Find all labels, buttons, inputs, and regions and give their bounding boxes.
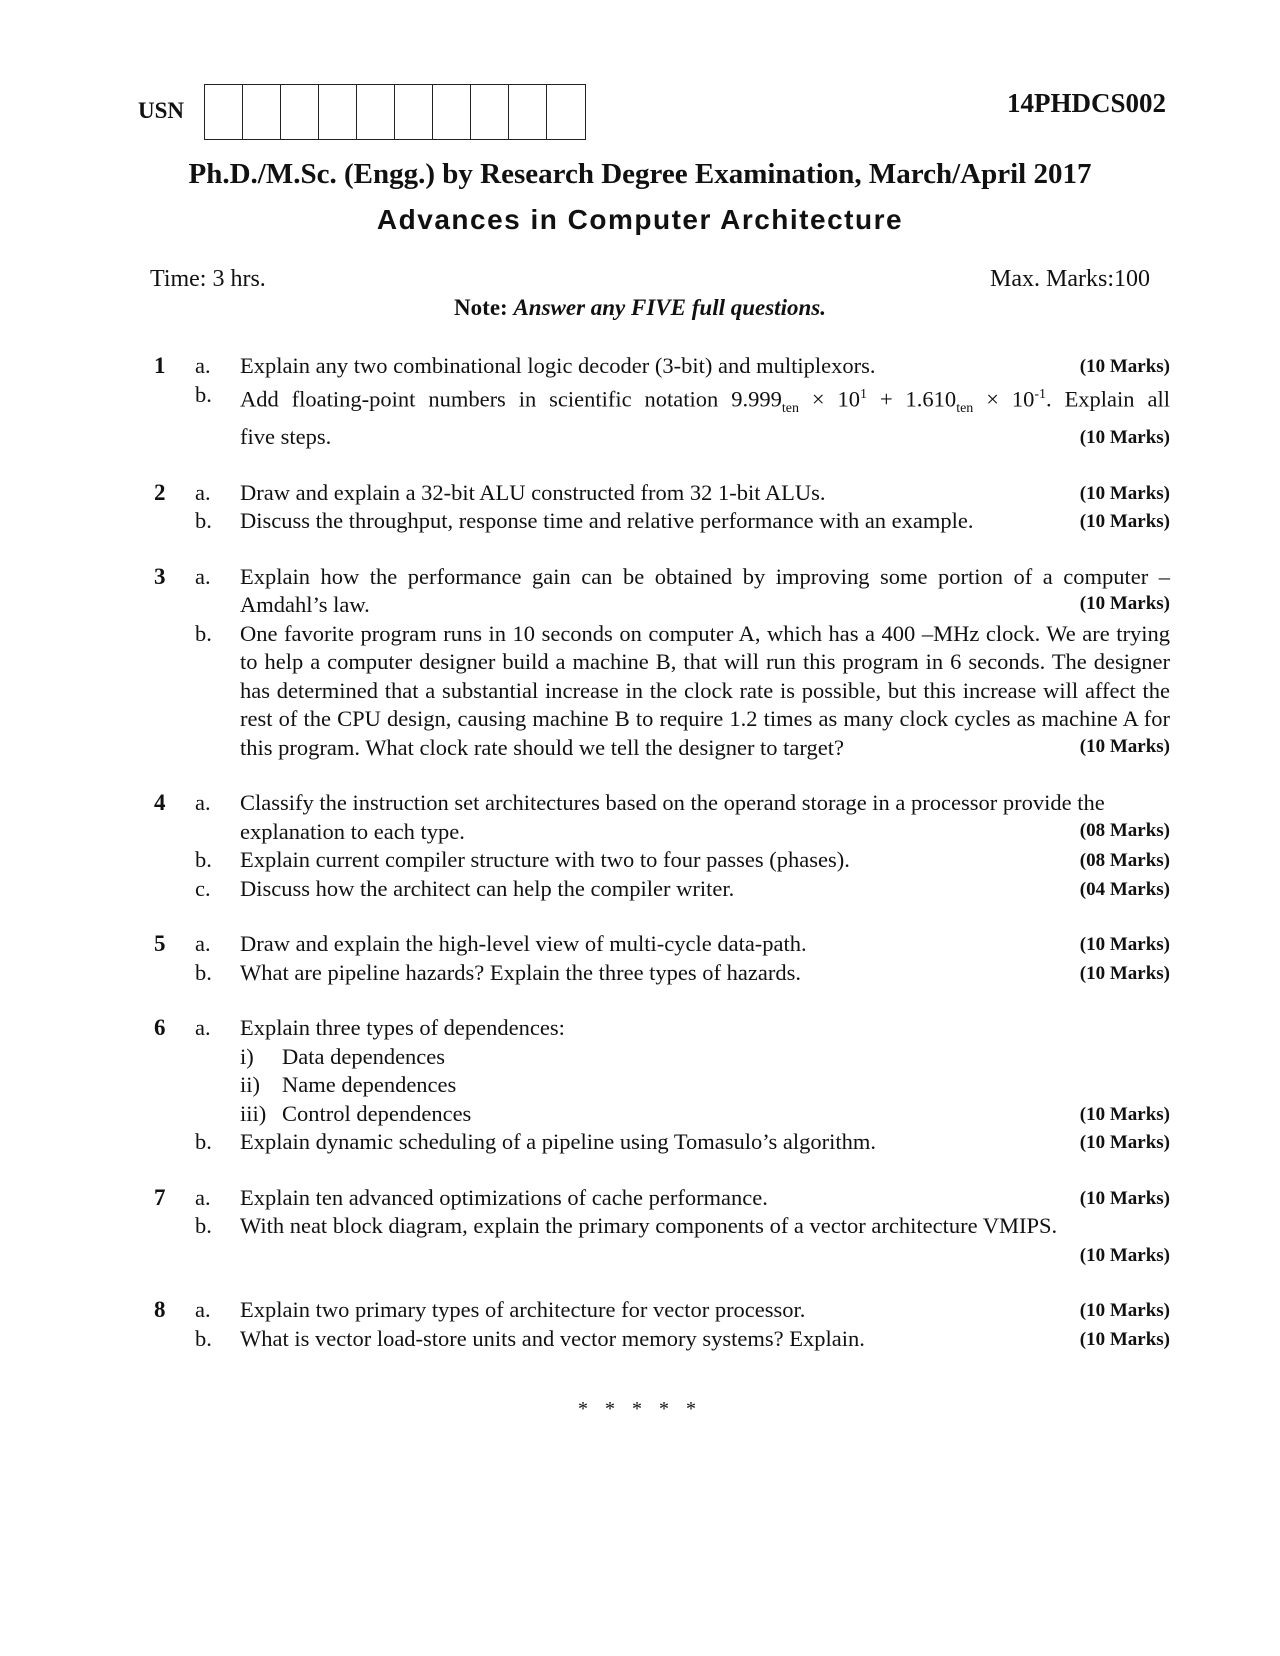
part-label: b. <box>195 1213 212 1238</box>
marks: (10 Marks) <box>1079 1328 1170 1350</box>
question-number: 3 <box>154 563 166 589</box>
part-label: a. <box>195 353 211 378</box>
part-label: a. <box>195 479 211 505</box>
marks: (08 Marks) <box>1079 850 1170 871</box>
question-text: Discuss the throughput, response time and relative performance with an example. <box>240 508 974 533</box>
marks: (10 Marks) <box>1079 1132 1170 1153</box>
usn-digit-box[interactable] <box>395 85 433 139</box>
part-label: b. <box>195 381 212 407</box>
question-number: 8 <box>154 1297 166 1322</box>
part-label: b. <box>195 959 212 985</box>
question-3 <box>0 563 1280 763</box>
part-label: a. <box>195 563 211 589</box>
part-label: c. <box>195 875 211 901</box>
marks: (04 Marks) <box>1079 878 1170 900</box>
sub-item: ii) Name dependences <box>240 1072 457 1097</box>
marks: (10 Marks) <box>1079 934 1170 955</box>
usn-boxes[interactable] <box>204 84 586 140</box>
note-label: Note: <box>454 295 508 320</box>
usn-digit-box[interactable] <box>433 85 471 139</box>
question-number: 7 <box>154 1184 166 1210</box>
marks: (10 Marks) <box>1079 593 1170 614</box>
end-of-paper-mark: * * * * * <box>578 1398 702 1420</box>
part-label: b. <box>195 1325 212 1351</box>
marks: (10 Marks) <box>1079 482 1170 504</box>
exam-title: Ph.D./M.Sc. (Engg.) by Research Degree Examination, March/April 2017 <box>188 158 1092 190</box>
question-text: Classify the instruction set architectures based on the operand storage in a processor provide the explanation to each type. <box>240 790 1105 844</box>
usn-digit-box[interactable] <box>357 85 395 139</box>
question-text: Explain two primary types of architecture for vector processor. <box>240 1297 806 1322</box>
usn-digit-box[interactable] <box>319 85 357 139</box>
marks: (10 Marks) <box>1079 962 1170 984</box>
question-6 <box>0 1014 1280 1157</box>
question-text: What are pipeline hazards? Explain the three types of hazards. <box>240 959 801 985</box>
question-2 <box>0 479 1280 536</box>
part-label: a. <box>195 1015 211 1040</box>
question-text: Add floating-point numbers in scientific notation $9.999_{ten} \times 10^1 + 1.610_{ten} \times 10^{-1}$. Explain all <box>240 386 1170 416</box>
sub-item: iii) Control dependences <box>240 1100 472 1126</box>
question-number: 6 <box>154 1015 166 1040</box>
instructions-note <box>0 295 1280 321</box>
usn-digit-box[interactable] <box>547 85 585 139</box>
question-text: Explain current compiler structure with two to four passes (phases). <box>240 847 850 872</box>
note-text: Answer any FIVE full questions. <box>513 295 826 320</box>
question-number: 5 <box>154 931 166 956</box>
part-label: b. <box>195 1129 212 1154</box>
question-list <box>0 352 1280 1380</box>
question-1 <box>0 352 1280 452</box>
question-text: Draw and explain a 32-bit ALU constructed from 32 1-bit ALUs. <box>240 479 826 505</box>
marks: (10 Marks) <box>1079 1244 1170 1266</box>
max-marks: Max. Marks:100 <box>990 266 1150 292</box>
marks: (10 Marks) <box>1079 427 1170 448</box>
question-5 <box>0 930 1280 987</box>
question-7 <box>0 1184 1280 1270</box>
question-text: Explain dynamic scheduling of a pipeline using Tomasulo’s algorithm. <box>240 1129 877 1154</box>
question-text: Explain ten advanced optimizations of cache performance. <box>240 1184 768 1210</box>
question-text: What is vector load-store units and vector memory systems? Explain. <box>240 1325 865 1351</box>
question-number: 1 <box>154 353 166 378</box>
marks: (08 Marks) <box>1079 819 1170 841</box>
question-text: Explain any two combinational logic decoder (3-bit) and multiplexors. <box>240 353 876 378</box>
part-label: b. <box>195 508 212 533</box>
marks: (10 Marks) <box>1079 1103 1170 1125</box>
time-duration: Time: 3 hrs. <box>150 266 266 292</box>
marks: (10 Marks) <box>1079 1300 1170 1321</box>
question-text: With neat block diagram, explain the primary components of a vector architecture VMIPS. <box>240 1213 1058 1238</box>
part-label: a. <box>195 1297 211 1322</box>
subject-title: Advances in Computer Architecture <box>376 204 904 235</box>
question-4 <box>0 789 1280 903</box>
usn-digit-box[interactable] <box>471 85 509 139</box>
part-label: a. <box>195 931 211 956</box>
question-8 <box>0 1296 1280 1353</box>
part-label: b. <box>195 620 212 646</box>
question-text: Draw and explain the high-level view of multi-cycle data-path. <box>240 931 807 956</box>
part-label: a. <box>195 1184 211 1210</box>
usn-digit-box[interactable] <box>281 85 319 139</box>
usn-digit-box[interactable] <box>243 85 281 139</box>
question-text: Explain how the performance gain can be obtained by improving some portion of a computer – Amdahl’s law. <box>240 563 1170 617</box>
part-label: b. <box>195 847 212 872</box>
paper-code: 14PHDCS002 <box>1006 88 1166 118</box>
question-text: One favorite program runs in 10 seconds on computer A, which has a 400 –MHz clock. We are trying to help a computer designer build a machine B, that will run this program in 6 seconds. The designer has determined that a substantial increase in the clock rate is possible, but this increase will affect the rest of the CPU design, causing machine B to require 1.2 times as many clock cycles as machine A for this program. What clock rate should we tell the designer to target? <box>240 620 1170 760</box>
question-number: 2 <box>154 479 166 505</box>
question-text: Explain three types of dependences: <box>240 1015 565 1040</box>
marks: (10 Marks) <box>1079 511 1170 532</box>
question-text-cont: five steps. <box>240 424 332 449</box>
marks: (10 Marks) <box>1079 1187 1170 1209</box>
question-number: 4 <box>154 790 166 815</box>
usn-label: USN <box>138 98 185 123</box>
usn-digit-box[interactable] <box>509 85 547 139</box>
part-label: a. <box>195 790 211 815</box>
sub-item: i) Data dependences <box>240 1043 446 1069</box>
marks: (10 Marks) <box>1079 356 1170 377</box>
question-text: Discuss how the architect can help the compiler writer. <box>240 875 735 901</box>
usn-digit-box[interactable] <box>205 85 243 139</box>
marks: (10 Marks) <box>1079 735 1170 757</box>
